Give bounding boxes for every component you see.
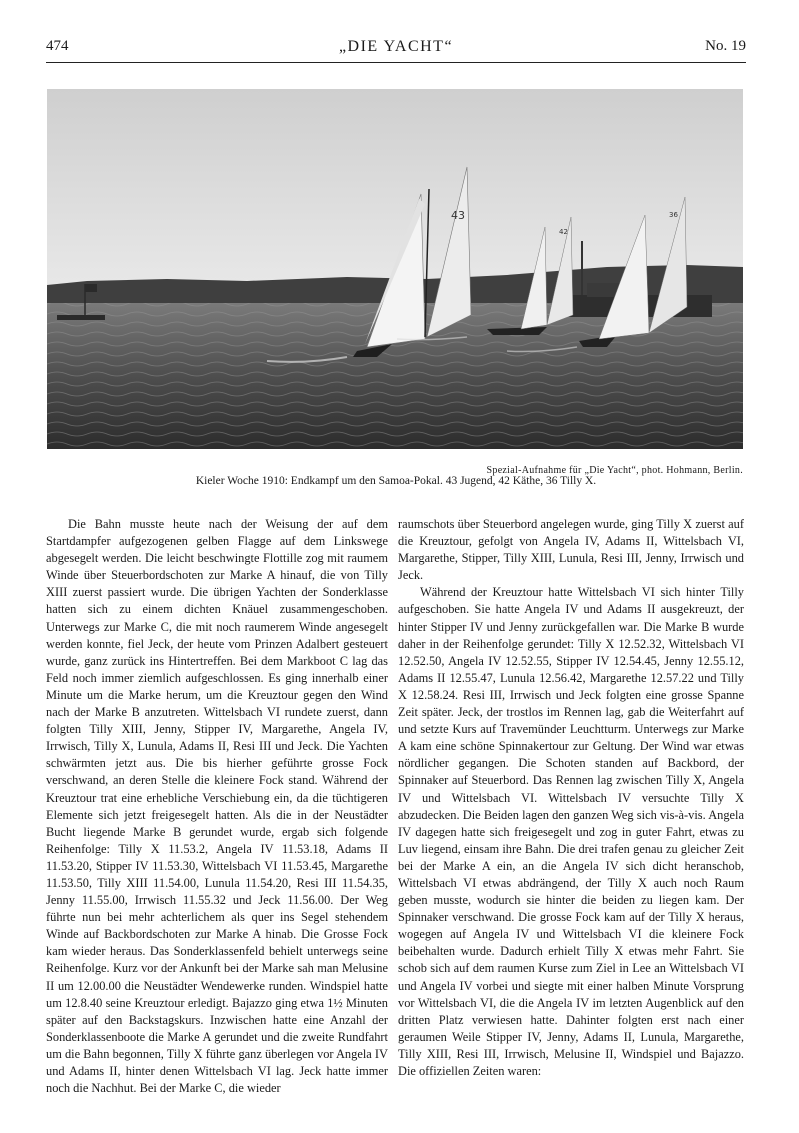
sail-number-42: 42: [559, 228, 568, 236]
right-column: [398, 516, 744, 1080]
left-column: [46, 516, 388, 1097]
page-header: [46, 38, 746, 60]
paragraph: raumschots über Steuerbord angelegen wurde, ging Tilly X zuerst auf die Kreuztour, gefolgt von Angela IV, Adams II, Wittelsbach VI, Margarethe, Stipper, Tilly XIII, Lunula, Resi III, Jenny, Irrwisch und Jeck.: [398, 517, 744, 583]
photo-credit: Spezial-Aufnahme für „Die Yacht“, phot. Hohmann, Berlin.: [486, 465, 743, 476]
header-rule: [46, 62, 746, 63]
page-number: 474: [46, 38, 69, 54]
sail-number-43: 43: [451, 209, 465, 222]
sail-number-36: 36: [669, 211, 678, 219]
regatta-photo: [47, 89, 743, 449]
journal-title: „DIE YACHT“: [338, 38, 454, 55]
issue-number: No. 19: [705, 38, 746, 54]
photo-caption: Kieler Woche 1910: Endkampf um den Samoa-Pokal. 43 Jugend, 42 Käthe, 36 Tilly X.: [195, 475, 597, 487]
paragraph: Während der Kreuztour hatte Wittelsbach VI sich hinter Tilly aufgeschoben. Sie hatte Angela IV und Adams II ausgekreuzt, der hinter Stipper IV und Jenny zurückgefallen war. Die Marke B wurde daher in der Reihenfolge gerundet: Tilly X 12.52.32, Wittelsbach VI 12.52.50, Angela IV 12.52.55, Stipper IV 12.54.45, Jenny 12.55.12, Adams II 12.55.47, Lunula 12.56.42, Margarethe 12.57.22 und Tilly X 12.58.24. Resi III, Irrwisch und Jeck folgten eine grosse Spanne Zeit später. Jeck, der trostlos im Rennen lag, gab die Weiterfahrt auf und setzte Kurs auf Travemünder Leuchtturm. Unterwegs zur Marke A kam eine schöne Spinnakertour zur Geltung. Der Wind war etwas nördlicher gegangen. Die Schoten standen auf Backbord, der Spinnaker auf Steuerbord. Das Rennen lag zwischen Tilly X, Angela IV und Wittelsbach VI. Wittelsbach IV versuchte Tilly X abzudecken. Die Beiden lagen den ganzen Weg sich vis-à-vis. Angela IV dagegen hatte sich freigesegelt und zog in guter Fahrt, etwas zu Luv liegend, einsam ihre Bahn. Die drei trafen genau zu gleicher Zeit bei der Marke A ein, an die Angela IV sich dicht heranschob, Wittelsbach VI etwas abdrängend, der Tilly X auch noch Raum geben musste, wodurch sie hinter die beiden zu liegen kam. Der Spinnaker verschwand. Die grosse Fock kam auf der Tilly X heraus, wogegen auf Angela IV und Wittelsbach VI die kleinere Fock beibehalten wurde. Dadurch erhielt Tilly X etwas mehr Fahrt. Sie schob sich auf dem raumen Kurse zum Ziel in Lee an Wittelsbach VI und Angela IV vorbei und siegte mit einer halben Minute Vorsprung vor Wittelsbach VI, die die Angela IV im letzten Augenblick auf den dritten Platz verwiesen hatte. Dahinter folgten erst nach einer geraumen Weile Stipper IV, Jenny, Adams II, Lunula, Margarethe, Tilly XIII, Resi III, Irrwisch, Melusine II, Windspiel und Bajazzo. Die offiziellen Zeiten waren:: [398, 585, 744, 1078]
paragraph: Die Bahn musste heute nach der Weisung der auf dem Startdampfer aufgezogenen gelben Flagge auf dem Linkswege abgesegelt werden. Die leicht beschwingte Flottille zog mit raumem Winde über Steuerbordschoten zur Marke A hinauf, die von Tilly XIII zuerst passiert wurde. Die übrigen Yachten der Sonderklasse hatten sich zu einem dichten Knäuel zusammengeschoben. Unterwegs zur Marke C, die mit noch raumerem Winde angesegelt werden konnte, fiel Jeck, der heute vom Prinzen Adalbert gesteuert wurde, ganz zurück ins Hintertreffen. Bei dem Markboot C lag das Feld noch immer ziemlich aufgeschlossen. Es ging innerhalb einer Minute um die Marke herum, um die Kreuztour gegen den Wind nach der Marke B anzutreten. Wittelsbach VI rundete zuerst, dann folgten Tilly XIII, Jenny, Stipper IV, Margarethe, Angela IV, Irrwisch, Tilly X, Lunula, Adams II, Resi III und Jeck. Die Yachten schwärmten jetzt aus. Die bis hierher geführte grosse Fock verschwand, an deren Stelle die kleinere Fock stand. Während der Kreuztour trat eine erhebliche Verschiebung ein, da die tüchtigeren Elemente sich jetzt freigesegelt hatten. Als die in der Neustädter Bucht liegende Marke B gerundet wurde, ergab sich folgende Reihenfolge: Tilly X 11.53.2, Angela IV 11.53.18, Adams II 11.53.20, Stipper IV 11.53.30, Wittelsbach VI 11.53.45, Margarethe 11.53.50, Tilly XIII 11.54.00, Lunula 11.54.20, Resi III 11.54.35, Jenny 11.55.00, Irrwisch 11.55.32 und Jeck 11.56.00. Der Weg führte nun bei mehr achterlichem als quer ins Segel stehendem Winde auf Backbordschoten zur Marke A hinab. Die Grosse Fock kam wieder heraus. Das Sonderklassenfeld behielt unterwegs seine Reihenfolge. Kurz vor der Ankunft bei der Marke sah man Melusine II um 12.00.00 die Neustädter Wendewerke runden. Windspiel hatte um 12.8.40 seine Kreuztour erledigt. Bajazzo ging etwa 1½ Minuten später auf den Backstagskurs. Inzwischen hatte eine Anzahl der Sonderklassenboote die Marke A gerundet und die zweite Rundfahrt um die Bahn begonnen, Tilly X führte ganz überlegen vor Angela IV und Adams II, hinter denen Wittelsbach VI lag. Jeck hatte immer noch die Nachhut. Bei der Marke C, die wieder: [46, 517, 388, 1096]
